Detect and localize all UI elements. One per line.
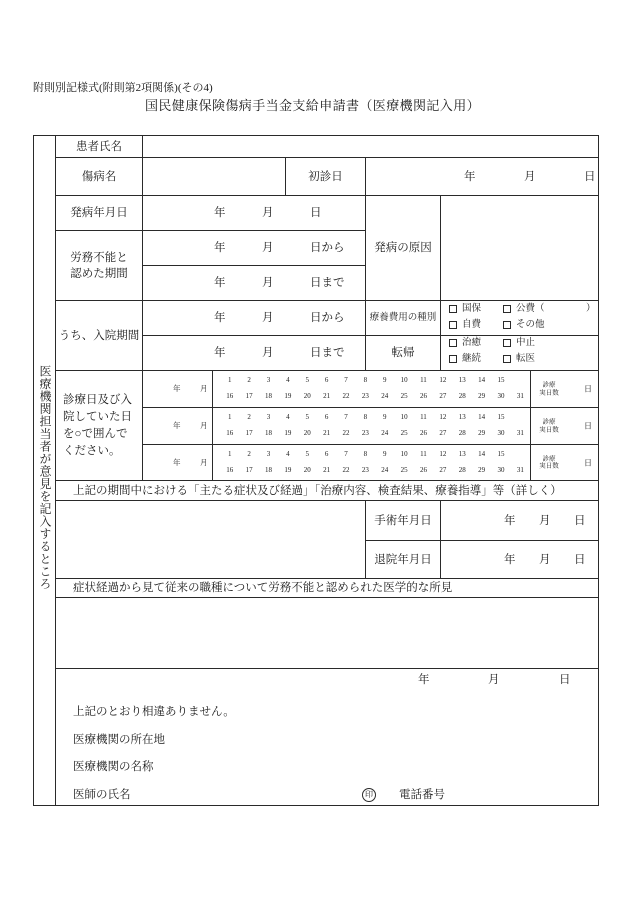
year-label: 年: [173, 384, 181, 393]
visit-count-label-line1: 診療: [542, 455, 556, 462]
month-label: 月: [262, 312, 274, 324]
day-number-18[interactable]: 18: [264, 466, 272, 474]
month-label: 月: [539, 553, 551, 566]
surgery-date-label: [365, 500, 441, 541]
checkbox-public-expense[interactable]: [503, 305, 511, 313]
day-number-29[interactable]: 29: [478, 429, 486, 437]
checkbox-continuing[interactable]: [449, 355, 457, 363]
day-number-13[interactable]: 13: [458, 450, 466, 458]
work-incapacity-label: [55, 230, 143, 301]
day-number-3[interactable]: 3: [266, 413, 271, 421]
day-number-18[interactable]: 18: [264, 392, 272, 400]
certification-month-label: 月: [488, 674, 500, 686]
day-number-4[interactable]: 4: [286, 413, 290, 421]
patient-name-label: [55, 135, 143, 158]
outcome-label-text: 転帰: [391, 347, 415, 359]
facility-address-label: 医療機関の所在地: [73, 734, 165, 746]
checkbox-other[interactable]: [503, 321, 511, 329]
year-label: 年: [214, 347, 226, 359]
visit-count-field[interactable]: [530, 444, 599, 481]
year-label: 年: [504, 553, 516, 566]
cost-type-options: [440, 300, 599, 336]
day-number-6[interactable]: 6: [324, 450, 329, 458]
checkbox-discontinued[interactable]: [503, 339, 511, 347]
course-field[interactable]: [55, 500, 366, 579]
year-label: 年: [214, 312, 226, 324]
discharge-date-field[interactable]: [440, 540, 599, 579]
day-number-20[interactable]: 20: [303, 429, 311, 437]
day-number-27[interactable]: 27: [439, 392, 447, 400]
day-number-7[interactable]: 7: [344, 450, 348, 458]
option-label-self-pay: 自費: [462, 320, 482, 330]
day-number-18[interactable]: 18: [264, 429, 272, 437]
course-heading: 上記の期間中における「主たる症状及び経過」「治療内容、検査結果、療養指導」等（詳しく）: [73, 484, 562, 497]
day-number-21[interactable]: 21: [323, 466, 331, 474]
day-number-20[interactable]: 20: [303, 392, 311, 400]
day-number-26[interactable]: 26: [419, 392, 427, 400]
work-incapacity-label-line2: 認めた期間: [70, 267, 128, 280]
visit-days-label-line4: ください。: [63, 444, 121, 457]
day-number-4[interactable]: 4: [286, 450, 290, 458]
day-from-label: 日から: [310, 312, 345, 324]
day-number-11[interactable]: 11: [420, 413, 427, 421]
day-number-15[interactable]: 15: [497, 450, 505, 458]
day-number-1[interactable]: 1: [227, 450, 232, 458]
day-label: 日: [584, 170, 596, 183]
visit-days-label: [55, 370, 143, 481]
patient-name-field[interactable]: [142, 135, 599, 158]
side-label-column: [33, 135, 56, 806]
day-number-12[interactable]: 12: [439, 450, 447, 458]
day-number-3[interactable]: 3: [266, 450, 271, 458]
medical-opinion-field[interactable]: [55, 597, 599, 669]
month-label: 月: [200, 384, 208, 393]
day-number-16[interactable]: 16: [226, 392, 234, 400]
day-number-17[interactable]: 17: [245, 429, 253, 437]
option-label-transferred: 転医: [516, 354, 536, 364]
day-number-7[interactable]: 7: [344, 376, 348, 384]
visit-count-label-line2: 実日数: [539, 426, 559, 433]
day-label: 日: [310, 207, 322, 219]
hospitalization-from-field[interactable]: [142, 300, 366, 336]
doctor-name-label: 医師の氏名: [73, 789, 131, 801]
day-until-label: 日まで: [310, 277, 345, 289]
certification-section: [55, 668, 599, 806]
day-number-22[interactable]: 22: [342, 392, 350, 400]
visit-count-label-line2: 実日数: [539, 462, 559, 470]
day-number-5[interactable]: 5: [305, 450, 309, 458]
year-label: 年: [504, 514, 516, 527]
day-number-8[interactable]: 8: [363, 413, 368, 421]
day-number-7[interactable]: 7: [344, 413, 348, 421]
option-label-continuing: 継続: [462, 354, 482, 364]
day-label: 日: [584, 421, 592, 431]
month-label: 月: [262, 277, 274, 289]
visit-count-label-line1: 診療: [542, 381, 556, 389]
onset-cause-label: [365, 195, 441, 301]
certification-statement: 上記のとおり相違ありません。: [73, 706, 235, 718]
medical-opinion-heading: 症状経過から見て従来の職種について労務不能と認められた医学的な所見: [73, 582, 453, 594]
day-label: 日: [584, 458, 592, 467]
option-label-discontinued: 中止: [516, 338, 536, 348]
day-number-13[interactable]: 13: [458, 413, 466, 421]
year-label: 年: [173, 421, 181, 430]
facility-name-label: 医療機関の名称: [73, 761, 154, 773]
work-incapacity-until-field[interactable]: [142, 265, 366, 301]
day-number-29[interactable]: 29: [478, 466, 486, 474]
calendar-month-field[interactable]: [142, 370, 213, 408]
visit-count-label: [534, 419, 564, 434]
day-number-26[interactable]: 26: [419, 466, 427, 474]
first-visit-label-text: 初診日: [308, 170, 343, 183]
visit-count-label-line1: 診療: [542, 418, 556, 426]
day-number-23[interactable]: 23: [361, 429, 369, 437]
discharge-date-label-text: 退院年月日: [374, 553, 432, 566]
day-number-17[interactable]: 17: [245, 466, 253, 474]
day-number-2[interactable]: 2: [247, 376, 251, 384]
month-label: 月: [262, 242, 274, 254]
day-number-25[interactable]: 25: [400, 466, 408, 474]
day-number-22[interactable]: 22: [342, 429, 350, 437]
day-label: 日: [574, 514, 586, 527]
certification-year-label: 年: [418, 674, 430, 686]
day-number-6[interactable]: 6: [324, 413, 329, 421]
month-label: 月: [539, 514, 551, 527]
month-label: 月: [200, 421, 208, 430]
day-number-25[interactable]: 25: [400, 429, 408, 437]
day-number-6[interactable]: 6: [324, 376, 329, 384]
day-number-31[interactable]: 31: [516, 429, 524, 437]
seal-mark: 印: [362, 788, 376, 802]
day-number-11[interactable]: 11: [420, 450, 427, 458]
day-label: 日: [574, 553, 586, 566]
onset-date-label-text: 発病年月日: [70, 207, 128, 219]
cost-type-label: [365, 300, 441, 336]
visit-count-field[interactable]: [530, 407, 599, 445]
day-number-30[interactable]: 30: [497, 429, 505, 437]
day-number-8[interactable]: 8: [363, 450, 368, 458]
day-number-19[interactable]: 19: [284, 392, 292, 400]
day-number-4[interactable]: 4: [286, 376, 290, 384]
course-heading-row: [55, 480, 599, 501]
day-number-14[interactable]: 14: [478, 413, 486, 421]
phone-number-label: 電話番号: [399, 789, 445, 801]
day-number-17[interactable]: 17: [245, 392, 253, 400]
form-style-note: 附則別記様式(附則第2項関係)(その4): [33, 82, 213, 94]
day-number-2[interactable]: 2: [247, 413, 251, 421]
day-until-label: 日まで: [310, 347, 345, 359]
day-number-24[interactable]: 24: [381, 466, 389, 474]
visit-days-label-line2: 院していた日: [63, 410, 132, 423]
day-number-24[interactable]: 24: [381, 392, 389, 400]
month-label: 月: [524, 170, 536, 183]
day-number-28[interactable]: 28: [458, 429, 466, 437]
calendar-days-row: [212, 370, 531, 408]
checkbox-kokuho[interactable]: [449, 305, 457, 313]
form-title: 国民健康保険傷病手当金支給申請書（医療機関記入用）: [145, 98, 481, 113]
calendar-days-row: [212, 444, 531, 481]
medical-opinion-heading-row: [55, 578, 599, 598]
year-label: 年: [464, 170, 476, 183]
first-visit-label: [285, 157, 366, 196]
day-number-27[interactable]: 27: [439, 466, 447, 474]
patient-name-label-text: 患者氏名: [76, 140, 122, 153]
day-number-10[interactable]: 10: [400, 413, 408, 421]
day-number-12[interactable]: 12: [439, 376, 447, 384]
day-number-29[interactable]: 29: [478, 392, 486, 400]
day-number-21[interactable]: 21: [323, 429, 331, 437]
day-number-27[interactable]: 27: [439, 429, 447, 437]
work-incapacity-from-field[interactable]: [142, 230, 366, 266]
year-label: 年: [173, 457, 181, 467]
calendar-days-row: [212, 407, 531, 445]
day-number-1[interactable]: 1: [227, 413, 232, 421]
day-number-8[interactable]: 8: [363, 376, 368, 384]
surgery-date-field[interactable]: [440, 500, 599, 541]
day-number-3[interactable]: 3: [266, 376, 271, 384]
day-number-16[interactable]: 16: [226, 466, 234, 474]
day-number-12[interactable]: 12: [439, 413, 447, 421]
option-label-kokuho: 国保: [462, 304, 482, 314]
day-number-5[interactable]: 5: [305, 413, 309, 421]
day-number-10[interactable]: 10: [400, 376, 408, 384]
visit-count-label-line2: 実日数: [539, 389, 559, 396]
day-number-24[interactable]: 24: [381, 429, 389, 437]
day-number-31[interactable]: 31: [516, 466, 524, 474]
visit-count-field[interactable]: [530, 370, 599, 408]
day-number-30[interactable]: 30: [497, 392, 505, 400]
day-number-23[interactable]: 23: [361, 392, 369, 400]
checkbox-self-pay[interactable]: [449, 321, 457, 329]
onset-date-field[interactable]: [142, 195, 366, 231]
checkbox-cured[interactable]: [449, 339, 457, 347]
onset-cause-field[interactable]: [440, 195, 599, 301]
visit-days-label-line1: 診療日及び入: [63, 393, 132, 406]
day-number-2[interactable]: 2: [247, 450, 251, 458]
outcome-label: [365, 335, 441, 371]
diagnosis-field[interactable]: [142, 157, 286, 196]
day-number-14[interactable]: 14: [478, 376, 486, 384]
day-number-16[interactable]: 16: [226, 429, 234, 437]
day-number-31[interactable]: 31: [516, 392, 524, 400]
discharge-date-label: [365, 540, 441, 579]
day-number-22[interactable]: 22: [342, 466, 350, 474]
onset-cause-label-text: 発病の原因: [374, 242, 432, 254]
first-visit-date-field[interactable]: [365, 157, 599, 196]
day-number-23[interactable]: 23: [361, 466, 369, 474]
day-number-14[interactable]: 14: [478, 450, 486, 458]
visit-count-label: [534, 455, 564, 470]
day-number-9[interactable]: 9: [382, 376, 387, 384]
year-label: 年: [214, 207, 226, 219]
visit-count-label: [534, 382, 564, 397]
day-number-21[interactable]: 21: [323, 392, 331, 400]
day-number-15[interactable]: 15: [497, 413, 505, 421]
checkbox-transferred[interactable]: [503, 355, 511, 363]
day-number-30[interactable]: 30: [497, 466, 505, 474]
visit-days-label-line3: を○で囲んで: [63, 427, 128, 440]
day-number-19[interactable]: 19: [284, 429, 292, 437]
day-number-28[interactable]: 28: [458, 392, 466, 400]
cost-type-label-text: 療養費用の種別: [369, 313, 437, 323]
day-label: 日: [584, 384, 592, 394]
day-number-13[interactable]: 13: [458, 376, 466, 384]
day-number-9[interactable]: 9: [382, 413, 387, 421]
option-label-other: その他: [516, 320, 545, 330]
public-expense-close-paren: ）: [586, 304, 596, 314]
day-number-20[interactable]: 20: [303, 466, 311, 474]
surgery-date-label-text: 手術年月日: [374, 514, 432, 527]
day-number-15[interactable]: 15: [497, 376, 505, 384]
certification-day-label: 日: [559, 674, 571, 686]
diagnosis-label-text: 傷病名: [81, 170, 117, 183]
option-label-cured: 治癒: [462, 338, 482, 348]
onset-date-label: [55, 195, 143, 231]
day-from-label: 日から: [310, 242, 345, 254]
day-number-1[interactable]: 1: [227, 376, 232, 384]
day-number-9[interactable]: 9: [382, 450, 387, 458]
day-number-25[interactable]: 25: [400, 392, 408, 400]
diagnosis-label: [55, 157, 143, 196]
hospitalization-until-field[interactable]: [142, 335, 366, 371]
calendar-month-field[interactable]: [142, 444, 213, 481]
day-number-28[interactable]: 28: [458, 466, 466, 474]
month-label: 月: [200, 457, 208, 467]
day-number-10[interactable]: 10: [400, 450, 408, 458]
year-label: 年: [214, 277, 226, 289]
side-label: 医療機関担当者が意見を記入するところ: [38, 365, 52, 590]
work-incapacity-label-line1: 労務不能と: [70, 251, 128, 264]
day-number-26[interactable]: 26: [419, 429, 427, 437]
day-number-5[interactable]: 5: [305, 376, 309, 384]
month-label: 月: [262, 207, 274, 219]
hospitalization-label-text: うち、入院期間: [58, 329, 140, 342]
option-label-public-expense: 公費（: [516, 304, 545, 314]
day-number-19[interactable]: 19: [284, 466, 292, 474]
month-label: 月: [262, 347, 274, 359]
outcome-options: [440, 335, 599, 371]
year-label: 年: [214, 242, 226, 254]
day-number-11[interactable]: 11: [420, 376, 427, 384]
calendar-month-field[interactable]: [142, 407, 213, 445]
hospitalization-label: [55, 300, 143, 371]
